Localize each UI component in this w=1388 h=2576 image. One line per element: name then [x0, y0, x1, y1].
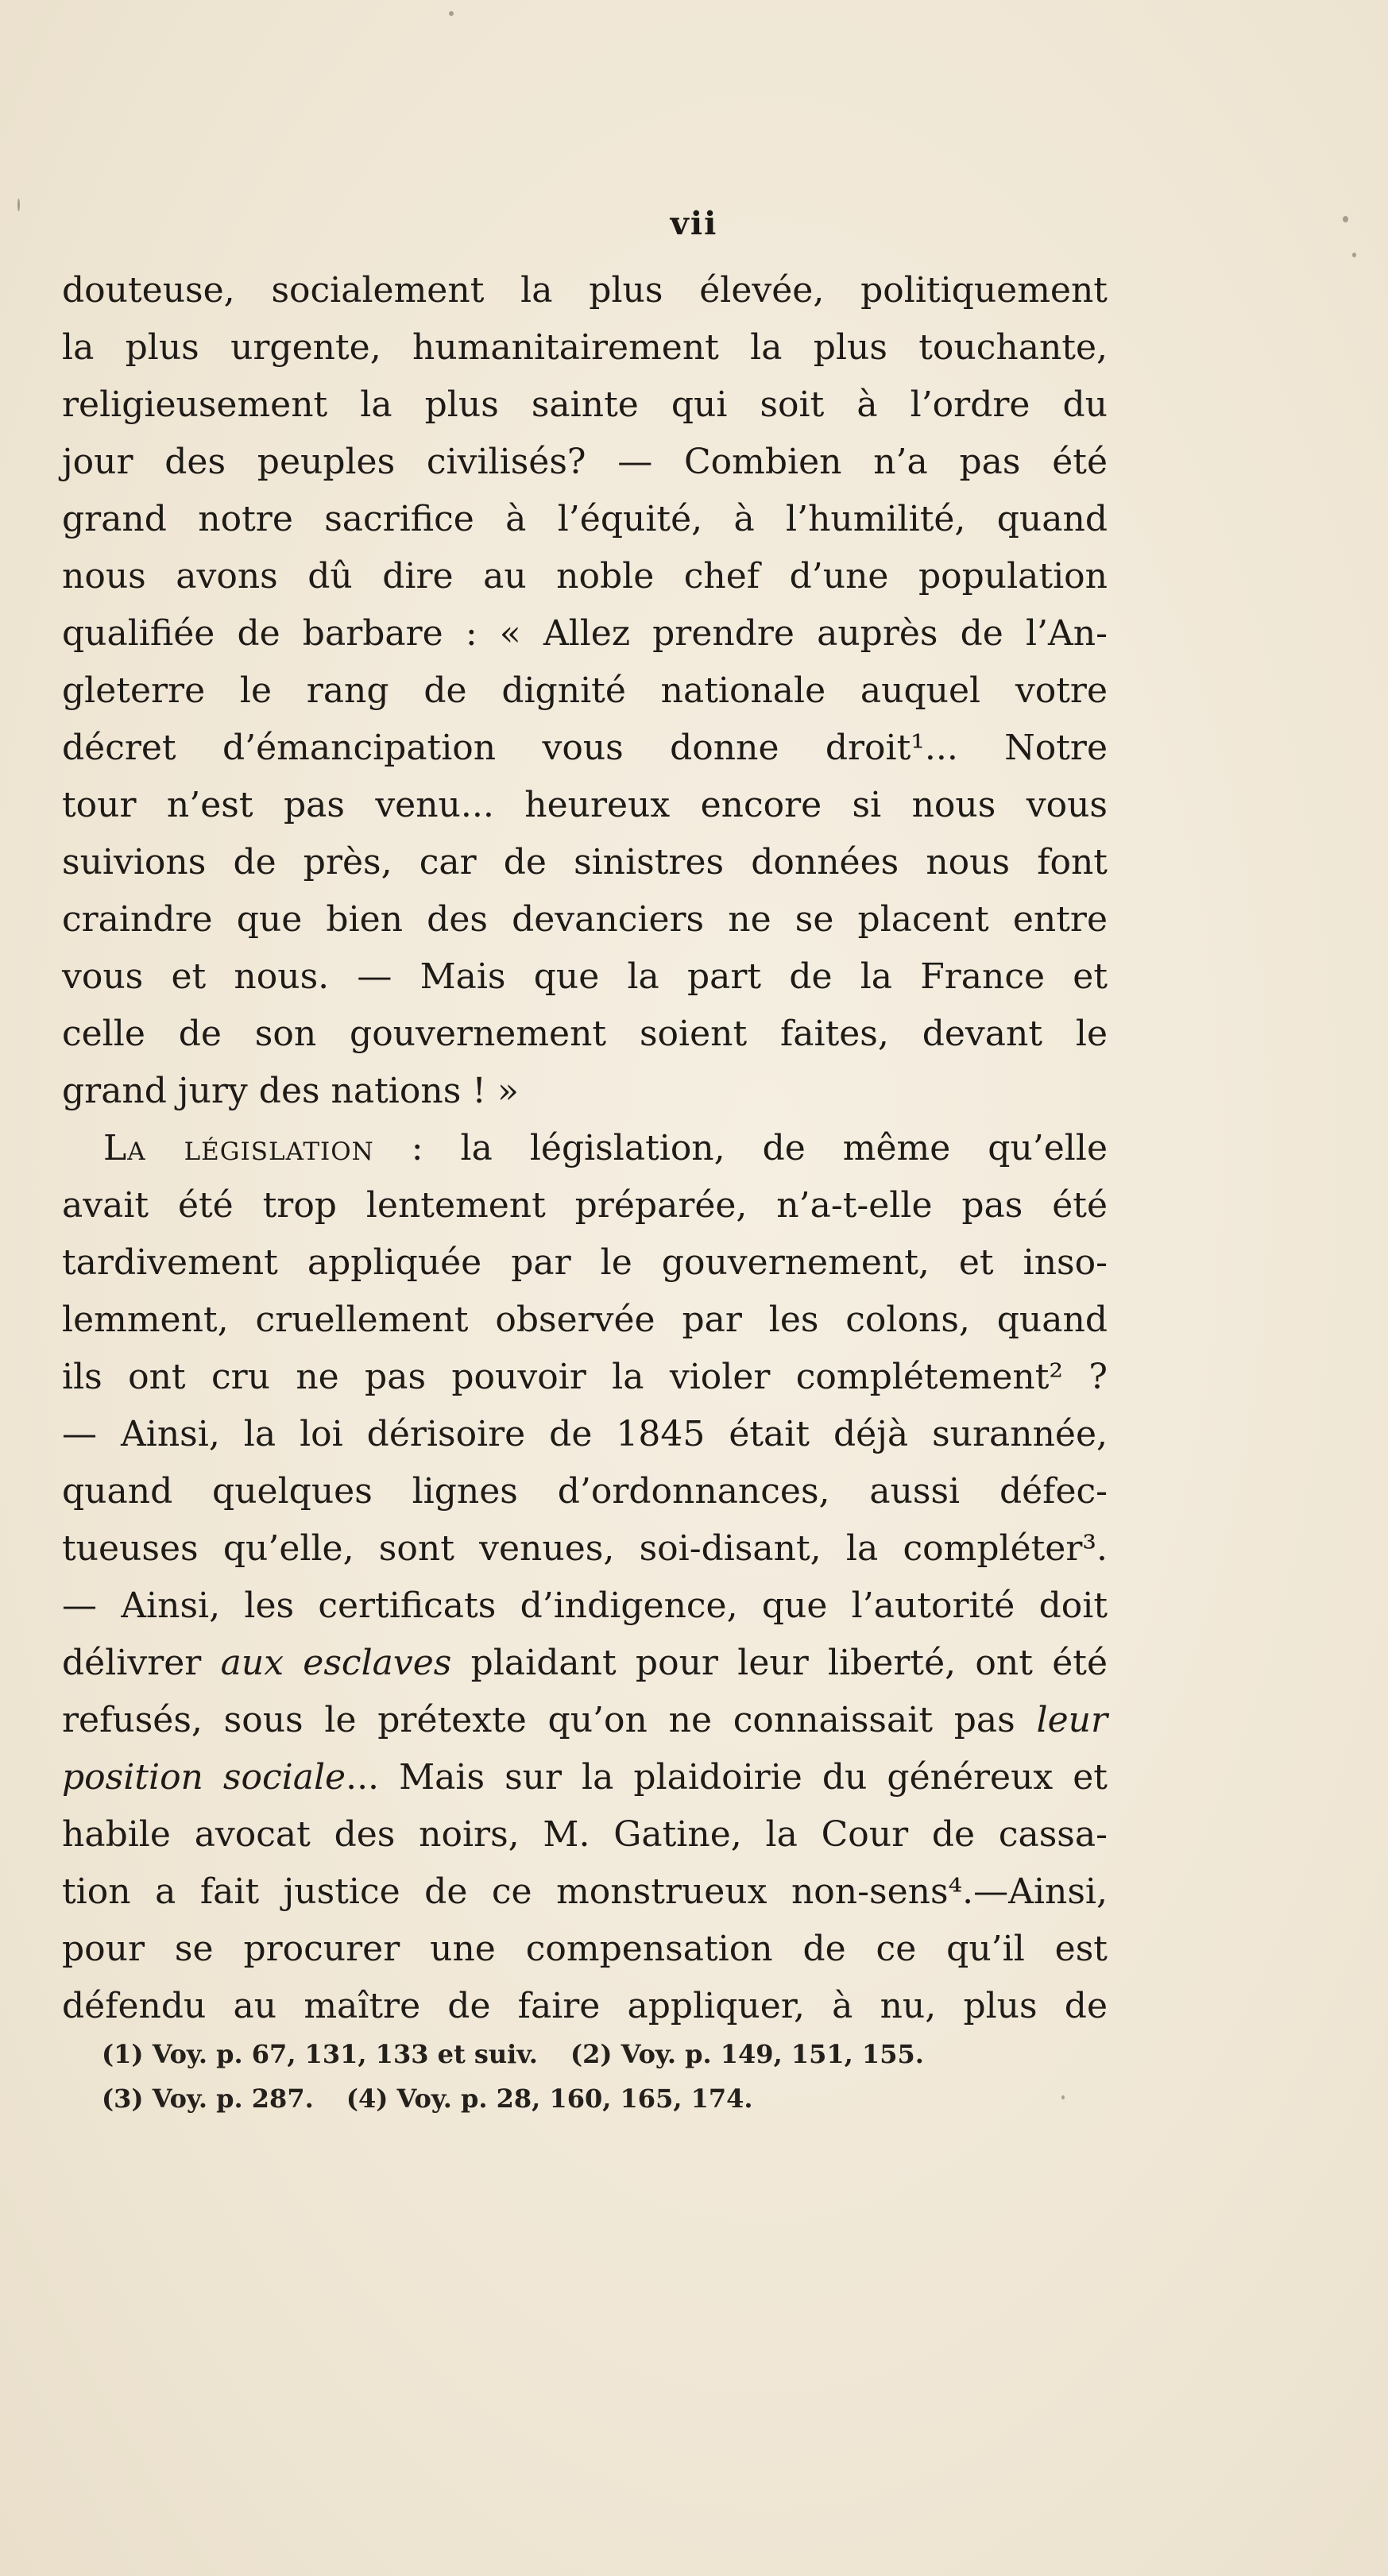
- text-line: jour des peuples civilisés? — Combien n’a pas été: [62, 442, 1108, 482]
- text-line: ils ont cru ne pas pouvoir la violer complétement² ?: [62, 1357, 1108, 1397]
- text-line: tour n’est pas venu... heureux encore si nous vous: [62, 785, 1108, 825]
- text-line: grand notre sacrifice à l’équité, à l’humilité, quand: [62, 499, 1108, 539]
- text-line: grand jury des nations ! »: [62, 1071, 519, 1111]
- text-line: avait été trop lentement préparée, n’a-t-elle pas été: [62, 1185, 1108, 1226]
- text-span: ... Mais sur la plaidoirie du généreux et: [346, 1757, 1108, 1798]
- text-line: tardivement appliquée par le gouvernement, et inso-: [62, 1242, 1108, 1283]
- text-span: délivrer: [62, 1643, 221, 1683]
- text-line: [62, 1749, 1108, 1806]
- text-line: la plus urgente, humanitairement la plus touchante,: [62, 327, 1108, 368]
- text-line: vous et nous. — Mais que la part de la France et: [62, 956, 1108, 997]
- text-line: [62, 1635, 1108, 1692]
- text-line: celle de son gouvernement soient faites, devant le: [62, 1014, 1108, 1054]
- paper-speck: [1352, 253, 1356, 257]
- text-span: plaidant pour leur liberté, ont été: [451, 1643, 1108, 1683]
- section-heading: La législation: [103, 1128, 374, 1168]
- text-line: [62, 1692, 1108, 1749]
- text-line: religieusement la plus sainte qui soit à l’ordre du: [62, 384, 1108, 425]
- paper-speck: [1343, 216, 1348, 222]
- footnote-line: [102, 2032, 1119, 2076]
- text-line: tueuses qu’elle, sont venues, soi-disant, la compléter³.: [62, 1528, 1108, 1569]
- text-line: pour se procurer une compensation de ce qu’il est: [62, 1929, 1108, 1969]
- italic-span: position sociale: [62, 1757, 346, 1798]
- footnote-line: [102, 2076, 1119, 2121]
- text-line: douteuse, socialement la plus élevée, politiquement: [62, 270, 1108, 311]
- paragraph-start-line: [62, 1120, 1108, 1177]
- footnote: (3) Voy. p. 287.: [102, 2084, 314, 2114]
- text-line: tion a fait justice de ce monstrueux non-sens⁴.—Ainsi,: [62, 1871, 1108, 1912]
- text-line: nous avons dû dire au noble chef d’une population: [62, 556, 1108, 597]
- italic-span: aux esclaves: [220, 1643, 452, 1683]
- text-line: qualifiée de barbare : « Allez prendre auprès de l’An-: [62, 613, 1108, 654]
- text-span: refusés, sous le prétexte qu’on ne connaissait pas: [62, 1700, 1037, 1740]
- footnote: (1) Voy. p. 67, 131, 133 et suiv.: [102, 2039, 538, 2069]
- paper-speck: [1061, 2095, 1065, 2099]
- italic-span: leur: [1036, 1700, 1108, 1740]
- paper-speck: [449, 11, 454, 16]
- text-line: défendu au maître de faire appliquer, à nu, plus de: [62, 1986, 1108, 2026]
- body-text: [62, 262, 1108, 2035]
- text-line: craindre que bien des devanciers ne se placent entre: [62, 899, 1108, 940]
- footnote: (4) Voy. p. 28, 160, 165, 174.: [346, 2084, 753, 2114]
- text-line: gleterre le rang de dignité nationale auquel votre: [62, 670, 1108, 711]
- text-span: : la législation, de même qu’elle: [373, 1128, 1108, 1168]
- text-line: quand quelques lignes d’ordonnances, aussi défec-: [62, 1471, 1108, 1512]
- footnotes: [102, 2032, 1119, 2121]
- footnote: (2) Voy. p. 149, 151, 155.: [570, 2039, 924, 2069]
- text-line: — Ainsi, la loi dérisoire de 1845 était déjà surannée,: [62, 1414, 1108, 1454]
- text-line: suivions de près, car de sinistres données nous font: [62, 842, 1108, 882]
- text-line: — Ainsi, les certificats d’indigence, que l’autorité doit: [62, 1585, 1108, 1626]
- page-number: vii: [670, 205, 718, 242]
- text-line: habile avocat des noirs, M. Gatine, la Cour de cassa-: [62, 1814, 1108, 1855]
- paper-speck: [17, 199, 20, 211]
- text-line: lemment, cruellement observée par les colons, quand: [62, 1300, 1108, 1340]
- text-line: décret d’émancipation vous donne droit¹... Notre: [62, 728, 1108, 768]
